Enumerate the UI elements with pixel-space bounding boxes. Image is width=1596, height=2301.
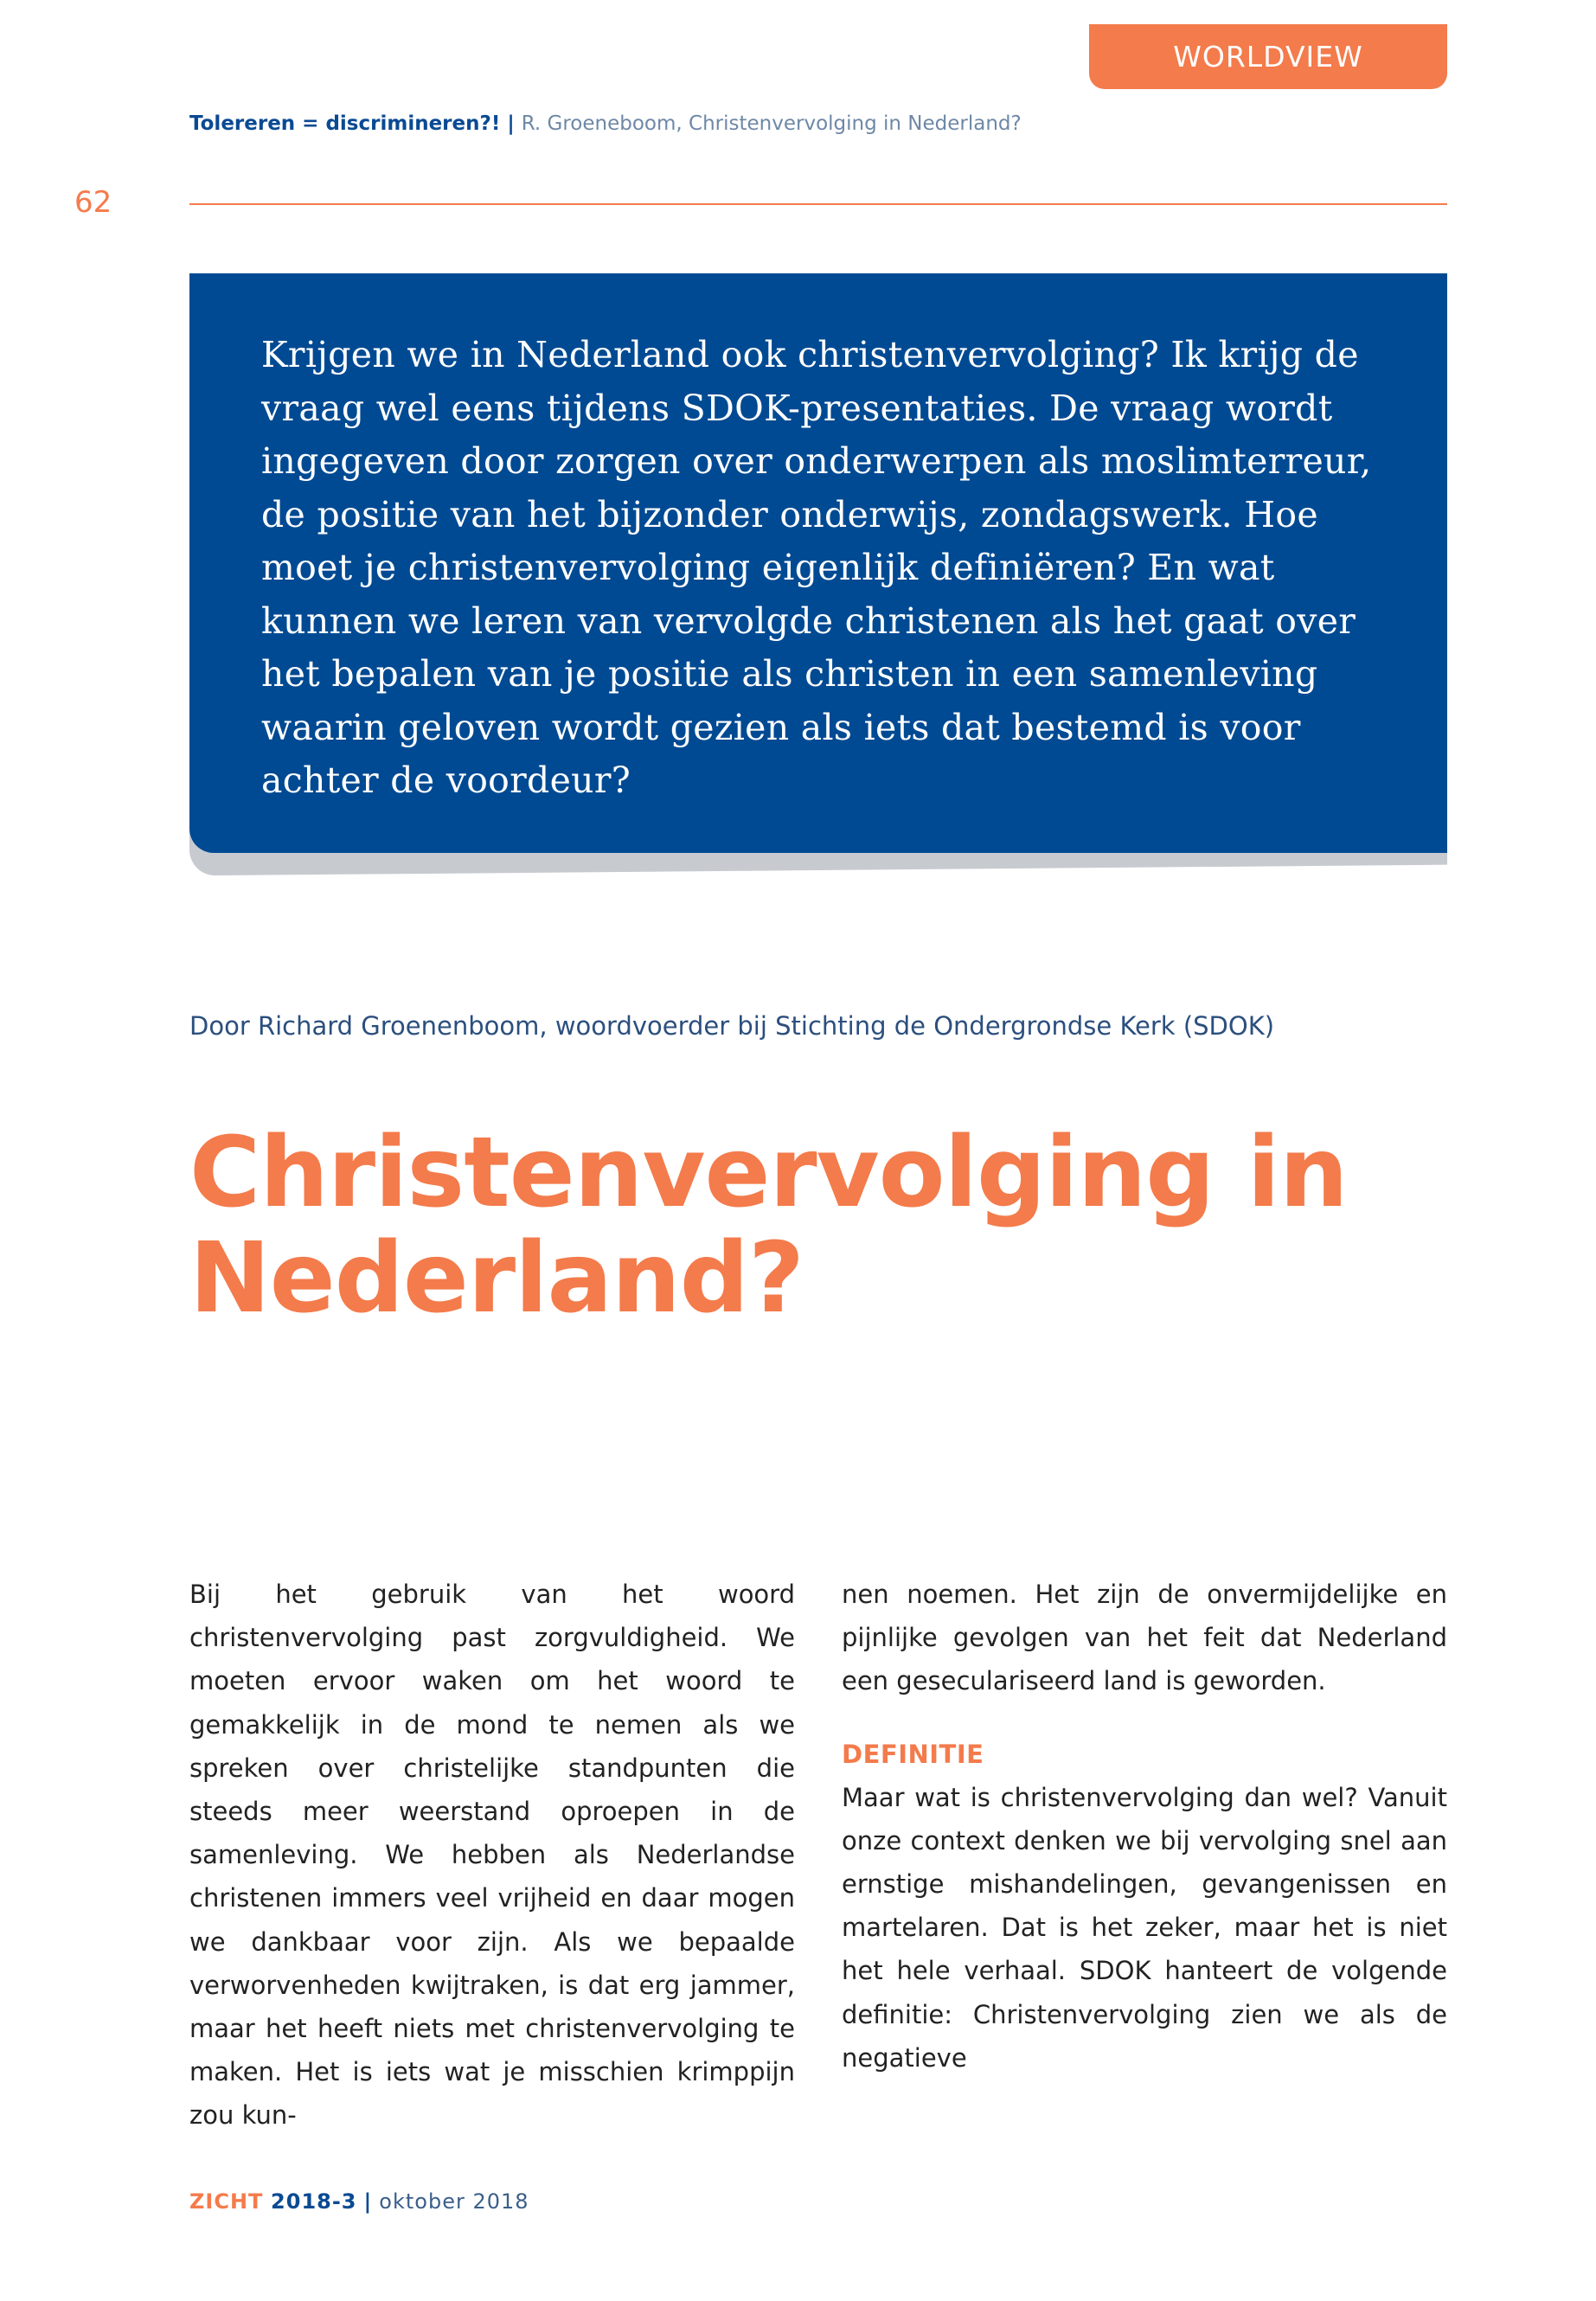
body-paragraph: Maar wat is christenvervolging dan wel? Vanuit onze context denken we bij vervolging snel aan ernstige mishandelingen, gevangenissen en martelaren. Dat is het zeker, maar het is niet het hele verhaal. SDOK hanteert de volgende definitie: Christenvervolging zien we als de negatieve <box>842 1782 1447 2073</box>
footer-date: oktober 2018 <box>379 2189 529 2214</box>
intro-text: Krijgen we in Nederland ook christenvervolging? Ik krijg de vraag wel eens tijdens SDOK-presentaties. De vraag wordt ingegeven door zorgen over onderwerpen als moslimterreur, de positie van het bijzonder onderwijs, zondagswerk. Hoe moet je christenvervolging eigenlijk definiëren? En wat kunnen we leren van vervolgde christenen als het gaat over het bepalen van je positie als christen in een samenleving waarin geloven wordt gezien als iets dat bestemd is voor achter de voordeur? <box>261 334 1372 801</box>
header-rule <box>189 203 1447 205</box>
footer-brand: ZICHT <box>189 2189 264 2214</box>
running-head-separator: | <box>507 112 515 135</box>
title-line-2: Nederland? <box>189 1222 804 1335</box>
page-number: 62 <box>74 185 112 220</box>
body-paragraph: nen noemen. Het zijn de onvermijdelijke en pijnlijke gevolgen van het feit dat Nederland een geseculariseerd land is geworden. <box>842 1580 1447 1696</box>
running-head-series: Tolereren = discrimineren?! <box>189 112 501 135</box>
footer-issue: 2018-3 <box>271 2189 357 2214</box>
article-title <box>189 1117 1401 1335</box>
byline: Door Richard Groenenboom, woordvoerder bij Stichting de Ondergrondse Kerk (SDOK) <box>189 1011 1275 1041</box>
running-head-article: R. Groeneboom, Christenvervolging in Nederland? <box>521 112 1022 135</box>
title-line-1: Christenvervolging in <box>189 1117 1348 1229</box>
section-tab: WORLDVIEW <box>1089 24 1447 89</box>
body-paragraph: Bij het gebruik van het woord christenvervolging past zorgvuldigheid. We moeten ervoor waken om het woord te gemakkelijk in de mond te nemen als we spreken over christelijke standpunten die steeds meer weerstand oproepen in de samenleving. We hebben als Nederlandse christenen immers veel vrijheid en daar mogen we dankbaar voor zijn. Als we bepaalde verworvenheden kwijtraken, is dat erg jammer, maar het heeft niets met christenvervolging te maken. Het is iets wat je misschien krimppijn zou kun- <box>189 1580 795 2131</box>
running-head <box>189 112 1022 135</box>
section-heading: DEFINITIE <box>842 1739 984 1769</box>
intro-box <box>189 273 1447 853</box>
body-column-right <box>842 1573 1447 2080</box>
footer-separator: | <box>363 2189 373 2214</box>
footer <box>189 2189 529 2214</box>
body-column-left <box>189 1573 795 2138</box>
